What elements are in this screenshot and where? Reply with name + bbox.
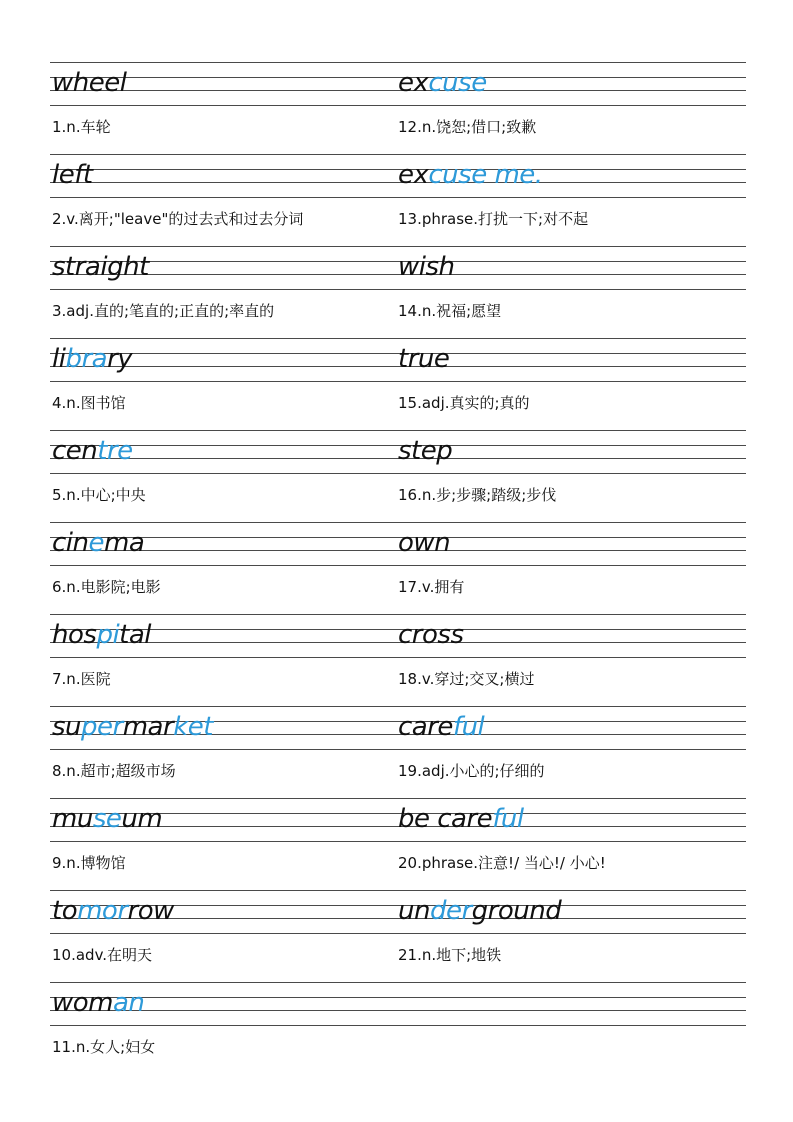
vocab-entry-left <box>52 890 397 982</box>
word <box>52 706 213 740</box>
word-segment: cin <box>52 528 89 558</box>
word <box>398 522 450 556</box>
vocab-row <box>0 62 793 154</box>
word-segment-highlighted: cuse <box>428 68 487 98</box>
definition: 7.n.医院 <box>52 670 111 688</box>
word-segment: straight <box>52 252 149 282</box>
vocab-entry-right <box>398 798 743 890</box>
vocab-entry-right <box>398 62 743 154</box>
definition: 13.phrase.打扰一下;对不起 <box>398 210 589 228</box>
definition: 9.n.博物馆 <box>52 854 126 872</box>
definition: 21.n.地下;地铁 <box>398 946 502 964</box>
definition: 17.v.拥有 <box>398 578 465 596</box>
word-segment: su <box>52 712 82 742</box>
vocab-row <box>0 982 793 1074</box>
word <box>398 154 543 188</box>
vocab-row <box>0 522 793 614</box>
definition: 10.adv.在明天 <box>52 946 153 964</box>
vocab-entry-left <box>52 430 397 522</box>
vocab-entry-left <box>52 522 397 614</box>
vocab-entry-right <box>398 430 743 522</box>
word <box>398 706 484 740</box>
word-segment-highlighted: ful <box>452 712 485 742</box>
word-segment: be care <box>398 804 493 834</box>
vocab-entry-right <box>398 154 743 246</box>
word-segment: cen <box>52 436 98 466</box>
word-segment: ground <box>471 896 562 926</box>
word <box>52 614 151 648</box>
word-segment: um <box>121 804 163 834</box>
definition: 12.n.饶恕;借口;致歉 <box>398 118 537 136</box>
word <box>398 246 455 280</box>
word-segment: ma <box>104 528 145 558</box>
vocab-row <box>0 798 793 890</box>
vocab-entry-left <box>52 614 397 706</box>
word-segment-highlighted: bra <box>65 344 108 374</box>
word-segment: wom <box>52 988 113 1018</box>
word <box>52 798 162 832</box>
vocab-entry-right <box>398 890 743 982</box>
definition: 6.n.电影院;电影 <box>52 578 161 596</box>
vocab-entry-right <box>398 706 743 798</box>
word-segment: ex <box>398 68 429 98</box>
vocab-entry-left <box>52 982 397 1074</box>
word <box>52 522 144 556</box>
word-segment-highlighted: pi <box>96 620 120 650</box>
word-segment: un <box>398 896 430 926</box>
word <box>52 154 93 188</box>
vocab-entry-left <box>52 62 397 154</box>
word-segment-highlighted: se <box>92 804 122 834</box>
vocab-row <box>0 890 793 982</box>
word-segment: mu <box>52 804 93 834</box>
definition: 16.n.步;步骤;踏级;步伐 <box>398 486 557 504</box>
definition: 18.v.穿过;交叉;横过 <box>398 670 535 688</box>
definition: 14.n.祝福;愿望 <box>398 302 502 320</box>
word-segment: mar <box>122 712 174 742</box>
word-segment-highlighted: mor <box>77 896 128 926</box>
word-segment: ry <box>107 344 133 374</box>
vocab-row <box>0 246 793 338</box>
vocab-row <box>0 430 793 522</box>
word <box>398 62 487 96</box>
word-segment: wheel <box>52 68 127 98</box>
word <box>52 62 126 96</box>
vocab-row <box>0 614 793 706</box>
vocab-row <box>0 154 793 246</box>
word-segment-highlighted: e <box>88 528 104 558</box>
definition: 2.v.离开;"leave"的过去式和过去分词 <box>52 210 304 228</box>
word <box>52 338 132 372</box>
word-segment-highlighted: der <box>429 896 472 926</box>
word-segment: step <box>398 436 453 466</box>
vocab-entry-right <box>398 338 743 430</box>
definition: 11.n.女人;妇女 <box>52 1038 156 1056</box>
word-segment-highlighted: tre <box>97 436 133 466</box>
vocab-entry-left <box>52 798 397 890</box>
vocab-rows <box>0 62 793 1074</box>
word-segment-highlighted: ful <box>492 804 524 834</box>
vocab-entry-left <box>52 706 397 798</box>
definition: 20.phrase.注意!/ 当心!/ 小心! <box>398 854 606 872</box>
definition: 5.n.中心;中央 <box>52 486 146 504</box>
word-segment: tal <box>119 620 152 650</box>
word <box>52 890 174 924</box>
vocab-row <box>0 706 793 798</box>
word <box>398 430 452 464</box>
definition: 1.n.车轮 <box>52 118 111 136</box>
definition: 8.n.超市;超级市场 <box>52 762 176 780</box>
word-segment: care <box>398 712 453 742</box>
word-segment: true <box>398 344 450 374</box>
word-segment: cross <box>398 620 464 650</box>
definition: 3.adj.直的;笔直的;正直的;率直的 <box>52 302 275 320</box>
definition: 15.adj.真实的;真的 <box>398 394 530 412</box>
word <box>52 430 133 464</box>
word <box>52 982 144 1016</box>
word <box>398 338 449 372</box>
vocab-entry-left <box>52 338 397 430</box>
definition: 19.adj.小心的;仔细的 <box>398 762 545 780</box>
vocab-entry-right <box>398 522 743 614</box>
word-segment: ex <box>398 160 429 190</box>
word-segment: row <box>127 896 174 926</box>
word-segment-highlighted: per <box>81 712 123 742</box>
word-segment-highlighted: ket <box>173 712 213 742</box>
word <box>398 798 524 832</box>
word-segment: hos <box>52 620 97 650</box>
vocab-row <box>0 338 793 430</box>
word-segment: to <box>52 896 78 926</box>
word-segment: own <box>398 528 451 558</box>
word-segment: li <box>52 344 66 374</box>
vocab-entry-right <box>398 614 743 706</box>
word <box>52 246 149 280</box>
definition: 4.n.图书馆 <box>52 394 126 412</box>
vocab-entry-right <box>398 246 743 338</box>
word-segment: wish <box>398 252 455 282</box>
word <box>398 890 561 924</box>
word <box>398 614 463 648</box>
word-segment-highlighted: an <box>113 988 145 1018</box>
word-segment-highlighted: cuse me. <box>428 160 543 190</box>
word-segment: left <box>52 160 93 190</box>
vocab-entry-left <box>52 154 397 246</box>
vocab-entry-left <box>52 246 397 338</box>
